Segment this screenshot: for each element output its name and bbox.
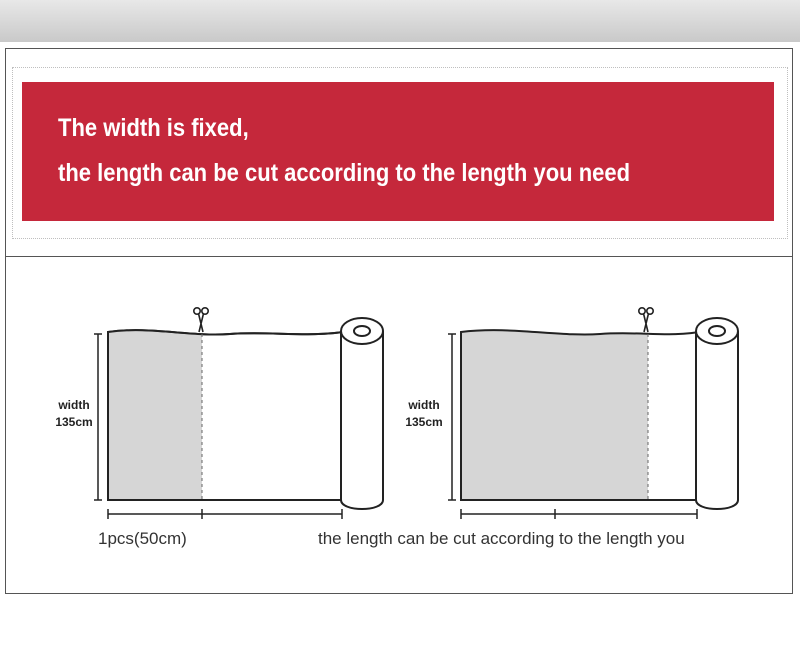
right-roll-end: [696, 318, 738, 344]
left-fabric-roll: [94, 308, 383, 519]
scissors-icon: [639, 308, 653, 332]
scissors-icon: [194, 308, 208, 332]
left-cut-section: [108, 331, 202, 500]
left-width-label: [52, 397, 96, 431]
left-width-value: 135cm: [55, 415, 93, 429]
left-caption: 1pcs(50cm): [98, 529, 187, 548]
right-width-text: width: [408, 398, 440, 412]
banner-subtitle: the length can be cut according to the length you need: [58, 158, 631, 187]
right-caption: the length can be cut according to the length you: [318, 529, 685, 548]
banner-title: The width is fixed,: [58, 113, 249, 142]
left-width-text: width: [58, 398, 90, 412]
left-roll-end: [341, 318, 383, 344]
right-width-value: 135cm: [405, 415, 443, 429]
right-width-label: [402, 397, 446, 431]
right-fabric-roll: [448, 308, 738, 519]
